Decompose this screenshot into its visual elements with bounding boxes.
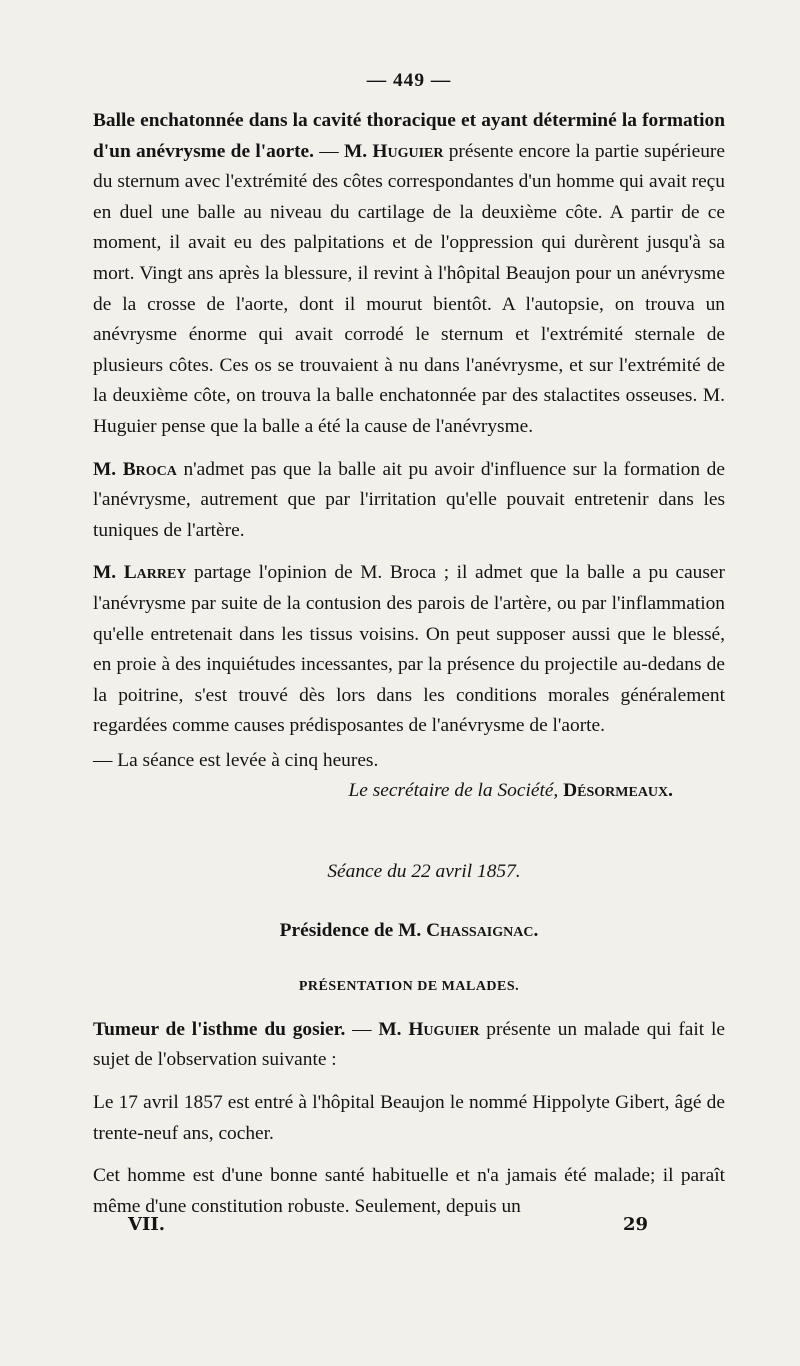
section-heading: PRÉSENTATION DE MALADES. — [298, 979, 520, 995]
volume-number: VII. — [128, 1214, 166, 1235]
case-heading: Balle enchatonnée dans la cavité thoracique et ayant déterminé la formation d'un anévrysme de l'aorte. — [93, 110, 725, 162]
closing-line: — La séance est levée à cinq heures. — [93, 749, 379, 771]
signature — [93, 776, 673, 807]
signature-mark: 29 — [622, 1214, 648, 1235]
presidence-name: M. Chassaignac. — [398, 919, 539, 941]
paragraph-larrey — [93, 558, 725, 742]
speaker-name: M. Huguier — [343, 140, 444, 162]
paragraph-history: Cet homme est d'une bonne santé habituelle et n'a jamais été malade; il paraît même d'une constitution robuste. Seulement, depuis un — [93, 1165, 725, 1217]
signature-text: Le secrétaire de la Société, — [348, 780, 564, 802]
page-body — [93, 66, 725, 1222]
speaker-name: M. Larrey — [93, 562, 187, 584]
dash: — — [314, 140, 344, 162]
speaker-name: M. Huguier — [378, 1018, 480, 1040]
paragraph-broca — [93, 455, 725, 547]
paragraph-text: présente encore la partie supérieure du sternum avec l'extrémité des côtes correspondantes d'un homme qui avait reçu en duel une balle au niveau du cartilage de la deuxième côte. A partir de ce moment, il avait eu des palpitations et de l'oppression qui durèrent jusqu'à sa mort. Vingt ans après la blessure, il revint à l'hôpital Beaujon pour un anévrysme de la crosse de l'aorte, dont il mourut bientôt. A l'autopsie, on trouva un anévrysme énorme qui avait corrodé le sternum et l'extrémité sternale de plusieurs côtes. Ces os se trouvaient à nu dans l'anévrysme, et sur l'extrémité de la deuxième côte, on trouva la balle enchatonnée par des stalactites osseuses. M. Huguier pense que la balle a été la cause de l'anévrysme. — [93, 140, 725, 437]
paragraph-entry: Le 17 avril 1857 est entré à l'hôpital Beaujon le nommé Hippolyte Gibert, âgé de trente-neuf ans, cocher. — [93, 1092, 725, 1144]
presidence — [93, 916, 725, 947]
case-heading: Tumeur de l'isthme du gosier. — [93, 1018, 346, 1040]
paragraph-text: partage l'opinion de M. Broca ; il admet que la balle a pu causer l'anévrysme par suite de la contusion des parois de l'artère, ou par l'inflammation qu'elle entretenait dans les tissus voisins. On peut supposer aussi que le blessé, en proie à des inquiétudes incessantes, par la présence du projectile au-dedans de la poitrine, s'est trouvé dès lors dans les conditions morales généralement regardées comme causes prédisposantes de l'anévrysme de l'aorte. — [93, 562, 725, 737]
dash: — — [345, 1018, 379, 1040]
paragraph-text: n'admet pas que la balle ait pu avoir d'influence sur la formation de l'anévrysme, autrement que par l'irritation qu'elle pouvait entretenir dans les tuniques de l'artère. — [93, 458, 725, 541]
footer — [128, 1214, 648, 1235]
speaker-name: M. Broca — [93, 458, 177, 480]
presidence-text: Présidence de — [279, 919, 399, 941]
paragraph-text: présente un malade qui fait le sujet de l'observation suivante : — [93, 1018, 725, 1071]
paragraph-balle — [93, 106, 725, 443]
paragraph-tumeur — [93, 1015, 725, 1076]
seance-date: Séance du 22 avril 1857. — [327, 861, 521, 883]
signature-name: Désormeaux. — [563, 780, 673, 802]
page-number: — 449 — — [366, 70, 452, 91]
